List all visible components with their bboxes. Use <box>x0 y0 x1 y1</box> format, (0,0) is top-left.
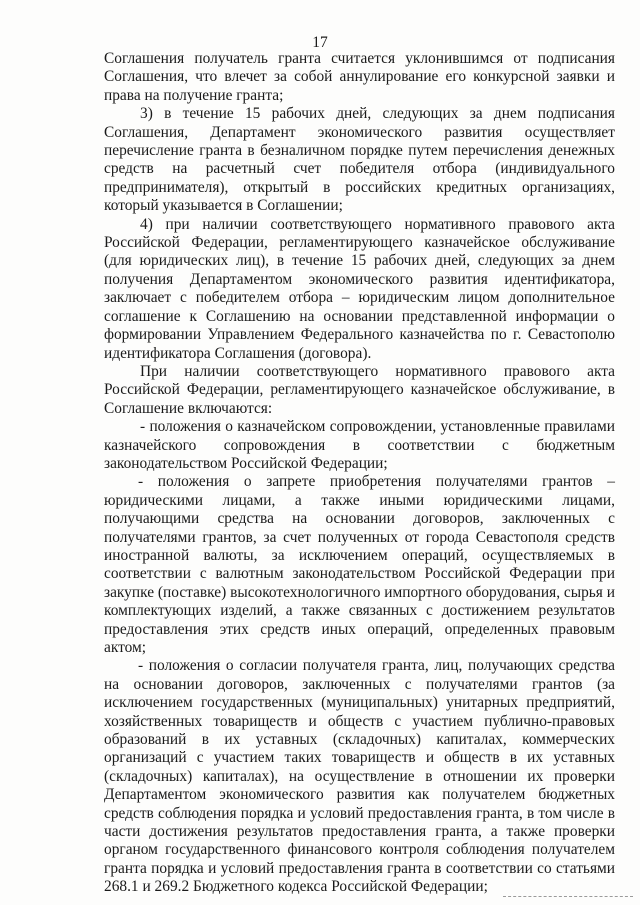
paragraph-item-3: 3) в течение 15 рабочих дней, следующих за днем подписания Соглашения, Департамент экономического развития осуществляет перечисление гранта в безналичном порядке путем перечисления денежных средств на расчетный счет победителя отбора (индивидуального предпринимателя), открытый в российских кредитных организациях, который указывается в Соглашении; <box>104 105 615 215</box>
page-number: 17 <box>312 34 328 51</box>
list-item-consent-to-audit: - положения о согласии получателя гранта, лиц, получающих средства на основании договоров, заключенных с получателями грантов (за исключением государственных (муниципальных) унитарных предприятий, хозяйственных товариществ и обществ с участием публично-правовых образований в их уставных (складочных) капиталах, коммерческих организаций с участием таких товариществ и обществ в их уставных (складочных) капиталах), на осуществление в отношении их проверки Департаментом экономического развития как получателем бюджетных средств соблюдения порядка и условий предоставления гранта, в том числе в части достижения результатов предоставления гранта, а также проверки органом государственного финансового контроля соблюдения получателем гранта порядка и условий предоставления гранта в соответствии со статьями 268.1 и 269.2 Бюджетного кодекса Российской Федерации; <box>104 657 615 896</box>
paragraph-item-4: 4) при наличии соответствующего нормативного правового акта Российской Федерации, регламентирующего казначейское обслуживание (для юридических лиц), в течение 15 рабочих дней, следующих за днем получения Департаментом экономического развития идентификатора, заключает с победителем отбора – юридическим лицом дополнительное соглашение к Соглашению на основании представленной информации о формировании Управлением Федерального казначейства по г. Севастополю идентификатора Соглашения (договора). <box>104 215 615 362</box>
document-body <box>104 50 615 897</box>
paragraph-continuation: Соглашения получатель гранта считается уклонившимся от подписания Соглашения, что влечет за собой аннулирование его конкурсной заявки и права на получение гранта; <box>104 50 615 104</box>
list-item-currency-ban: - положения о запрете приобретения получателями грантов – юридическими лицами, а также иными юридическими лицами, получающими средства на основании договоров, заключенных с получателями грантов, за счет полученных от города Севастополя средств иностранной валюты, за исключением операций, осуществляемых в соответствии с валютным законодательством Российской Федерации при закупке (поставке) высокотехнологичного импортного оборудования, сырья и комплектующих изделий, а также связанных с достижением результатов предоставления этих средств иных операций, определенных правовым актом; <box>104 473 615 656</box>
footer-dashed-line <box>503 896 633 897</box>
paragraph-agreement-includes: При наличии соответствующего нормативного правового акта Российской Федерации, регламентирующего казначейское обслуживание, в Соглашение включаются: <box>104 362 615 417</box>
list-item-treasury-support: - положения о казначейском сопровождении, установленные правилами казначейского сопровождения в соответствии с бюджетным законодательством Российской Федерации; <box>104 418 615 472</box>
